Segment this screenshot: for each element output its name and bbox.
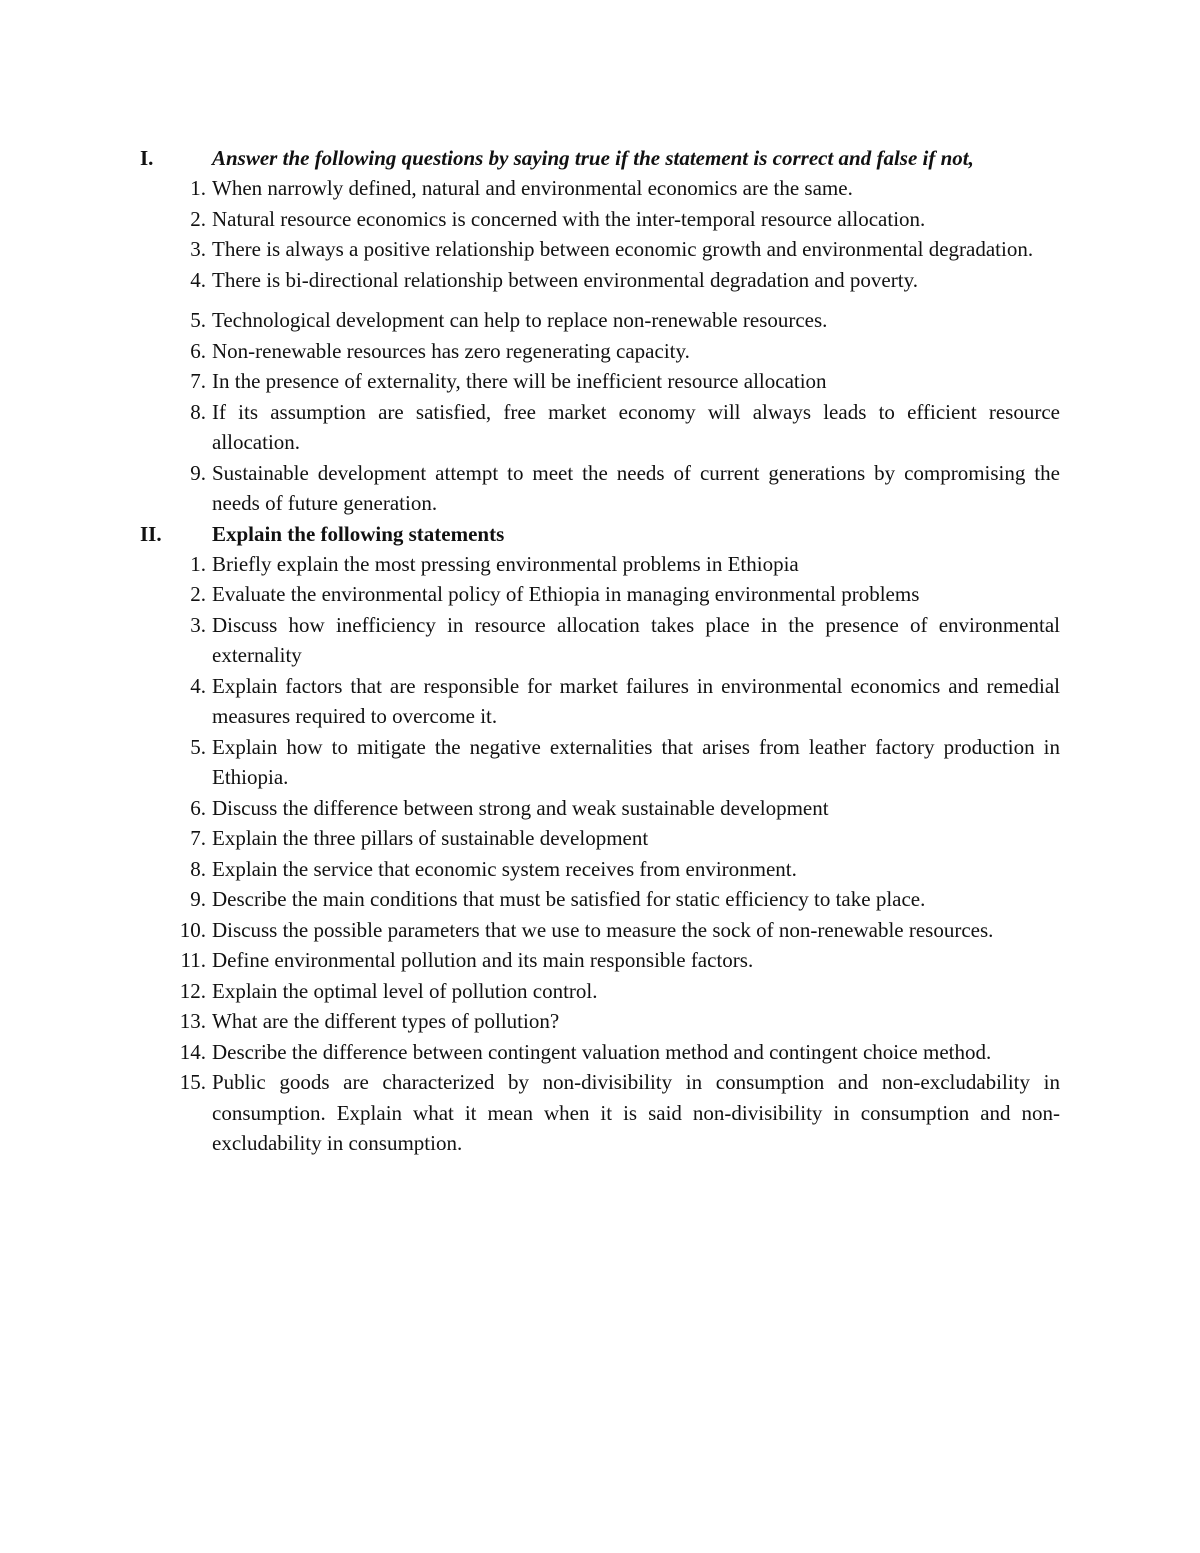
question-number: 4. <box>190 673 206 698</box>
question-number: 5. <box>190 734 206 759</box>
question-item <box>140 336 1060 367</box>
question-item <box>140 1037 1060 1068</box>
section-heading <box>140 519 1060 549</box>
question-text: If its assumption are satisfied, free market economy will always leads to efficient resource allocation. <box>212 399 1060 454</box>
question-text: Public goods are characterized by non-divisibility in consumption and non-excludability in consumption. Explain what it mean when it is said non-divisibility in consumption and non-excludability in consumption. <box>212 1070 1060 1155</box>
section-numeral: II. <box>140 521 162 546</box>
question-number: 13. <box>179 1009 206 1033</box>
question-text: Technological development can help to replace non-renewable resources. <box>212 308 828 332</box>
question-item <box>140 265 1060 296</box>
question-text: Discuss the possible parameters that we use to measure the sock of non-renewable resources. <box>212 917 994 942</box>
question-text: Non-renewable resources has zero regenerating capacity. <box>212 338 690 363</box>
question-list <box>140 173 1060 519</box>
question-item <box>140 793 1060 824</box>
question-number: 14. <box>179 1039 206 1064</box>
section-numeral: I. <box>140 146 154 170</box>
question-item <box>140 1006 1060 1037</box>
question-item <box>140 823 1060 854</box>
question-text: There is bi-directional relationship between environmental degradation and poverty. <box>212 267 918 292</box>
question-text: Explain the three pillars of sustainable development <box>212 826 649 850</box>
question-text: Explain how to mitigate the negative externalities that arises from leather factory production in Ethiopia. <box>212 734 1060 789</box>
question-number: 6. <box>190 795 206 820</box>
question-item <box>140 458 1060 519</box>
question-text: Evaluate the environmental policy of Ethiopia in managing environmental problems <box>212 582 920 606</box>
question-text: Explain the optimal level of pollution control. <box>212 978 598 1003</box>
question-text: Discuss the difference between strong and weak sustainable development <box>212 795 829 820</box>
question-item <box>140 854 1060 885</box>
question-item <box>140 305 1060 336</box>
question-number: 5. <box>190 308 206 332</box>
question-number: 10. <box>179 917 206 942</box>
question-text: Define environmental pollution and its main responsible factors. <box>212 948 754 972</box>
section-heading <box>140 143 1060 173</box>
question-text: Describe the difference between contingent valuation method and contingent choice method. <box>212 1039 992 1064</box>
question-item <box>140 366 1060 397</box>
question-number: 8. <box>190 856 206 881</box>
question-number: 7. <box>190 826 206 850</box>
question-number: 2. <box>190 206 206 231</box>
question-item <box>140 945 1060 976</box>
question-item <box>140 549 1060 580</box>
question-text: When narrowly defined, natural and environmental economics are the same. <box>212 176 853 200</box>
question-number: 9. <box>190 887 206 911</box>
question-number: 3. <box>190 612 206 637</box>
question-item <box>140 204 1060 235</box>
section-heading-text: Explain the following statements <box>212 521 505 546</box>
question-text: Discuss how inefficiency in resource allocation takes place in the presence of environmental externality <box>212 612 1060 667</box>
question-item <box>140 1067 1060 1159</box>
question-number: 11. <box>180 948 206 972</box>
question-item <box>140 579 1060 610</box>
question-number: 8. <box>190 399 206 424</box>
question-text: In the presence of externality, there will be inefficient resource allocation <box>212 369 827 393</box>
question-item <box>140 884 1060 915</box>
section-true-false <box>140 143 1060 519</box>
question-number: 2. <box>190 582 206 606</box>
question-item <box>140 671 1060 732</box>
question-text: Explain factors that are responsible for market failures in environmental economics and remedial measures required to overcome it. <box>212 673 1060 728</box>
question-number: 3. <box>190 237 206 261</box>
section-explain <box>140 519 1060 1159</box>
question-item <box>140 915 1060 946</box>
question-text: Explain the service that economic system receives from environment. <box>212 856 797 881</box>
question-number: 12. <box>179 978 206 1003</box>
question-text: Briefly explain the most pressing environmental problems in Ethiopia <box>212 551 799 576</box>
question-number: 1. <box>190 176 206 200</box>
question-number: 1. <box>190 551 206 576</box>
question-item <box>140 397 1060 458</box>
question-item <box>140 234 1060 265</box>
question-list <box>140 549 1060 1159</box>
question-number: 6. <box>190 338 206 363</box>
question-number: 15. <box>179 1070 206 1094</box>
question-number: 7. <box>190 369 206 393</box>
question-item <box>140 732 1060 793</box>
question-text: Describe the main conditions that must be satisfied for static efficiency to take place. <box>212 887 926 911</box>
question-text: There is always a positive relationship between economic growth and environmental degradation. <box>212 237 1034 261</box>
question-text: Natural resource economics is concerned with the inter-temporal resource allocation. <box>212 206 926 231</box>
question-item <box>140 173 1060 204</box>
question-number: 9. <box>190 460 206 485</box>
question-text: What are the different types of pollution? <box>212 1009 560 1033</box>
question-number: 4. <box>190 267 206 292</box>
question-item <box>140 976 1060 1007</box>
section-heading-text: Answer the following questions by saying true if the statement is correct and false if not, <box>212 146 974 170</box>
question-item <box>140 610 1060 671</box>
question-text: Sustainable development attempt to meet the needs of current generations by compromising the needs of future generation. <box>212 460 1060 515</box>
